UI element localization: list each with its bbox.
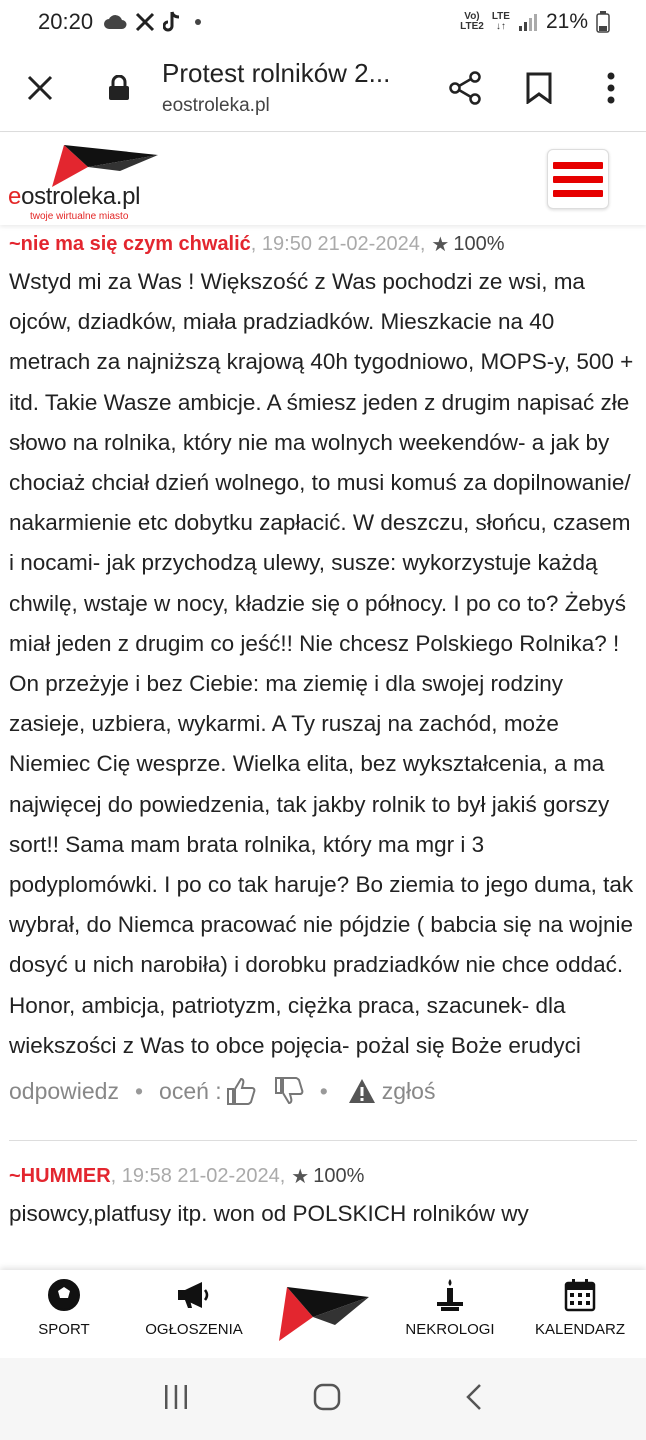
- brand-prefix: e: [8, 183, 22, 210]
- x-icon: [135, 12, 155, 32]
- comment-actions: [9, 1066, 637, 1116]
- candle-icon: [433, 1277, 467, 1313]
- status-right: [460, 10, 610, 34]
- site-logo[interactable]: [8, 139, 178, 222]
- battery-percent: 21%: [545, 10, 588, 33]
- thumbs-up-button[interactable]: [226, 1076, 256, 1106]
- menu-bar: [553, 162, 603, 169]
- lock-icon: [108, 75, 130, 101]
- comment-rating: 100%: [453, 232, 505, 255]
- system-navigation-bar: [0, 1358, 646, 1440]
- comment-meta: [9, 1159, 637, 1193]
- status-bar: [0, 0, 646, 44]
- tiktok-icon: [163, 11, 181, 33]
- status-time: 20:20: [38, 9, 94, 34]
- rate-label: oceń :: [159, 1077, 222, 1104]
- nav-home-logo[interactable]: [260, 1270, 386, 1358]
- comment-time: , 19:58 21-02-2024,: [110, 1164, 286, 1187]
- site-menu-button[interactable]: [547, 149, 609, 209]
- nav-label: SPORT: [38, 1321, 90, 1338]
- cloud-icon: [103, 14, 127, 30]
- logo-icon: [275, 1281, 371, 1347]
- more-notifications-dot: [195, 19, 201, 25]
- lte2-label: LTE2: [460, 21, 484, 32]
- site-header: [0, 133, 646, 225]
- url-area[interactable]: [162, 58, 428, 117]
- megaphone-icon: [176, 1280, 212, 1310]
- close-icon: [26, 74, 54, 102]
- brand-name: [8, 183, 140, 211]
- signal-icon: [518, 12, 538, 32]
- brand-rest: ostroleka.pl: [21, 183, 141, 210]
- menu-bar: [553, 190, 603, 197]
- notification-icons: [103, 11, 201, 33]
- lte-label: LTE: [491, 11, 510, 22]
- comment-time: , 19:50 21-02-2024,: [250, 232, 426, 255]
- home-icon: [313, 1383, 341, 1411]
- nav-kalendarz[interactable]: [514, 1270, 646, 1358]
- page-title: Protest rolników 2...: [162, 58, 391, 88]
- home-button[interactable]: [313, 1383, 341, 1416]
- nav-sport[interactable]: [0, 1270, 128, 1358]
- soccer-ball-icon: [47, 1278, 81, 1312]
- menu-bar: [553, 176, 603, 183]
- star-icon: ★: [291, 1165, 310, 1188]
- reply-link[interactable]: odpowiedz: [9, 1077, 119, 1104]
- comment-divider: [9, 1140, 637, 1141]
- recent-apps-icon: [162, 1383, 190, 1411]
- comment: [0, 226, 646, 1116]
- warning-icon: [348, 1078, 376, 1104]
- nav-label: OGŁOSZENIA: [145, 1321, 243, 1338]
- back-icon: [464, 1382, 484, 1412]
- comment-author[interactable]: ~HUMMER: [9, 1164, 111, 1187]
- report-label: zgłoś: [381, 1077, 436, 1104]
- back-button[interactable]: [464, 1382, 484, 1417]
- close-tab-button[interactable]: [0, 44, 80, 132]
- comment: [0, 1159, 646, 1234]
- share-button[interactable]: [428, 44, 502, 132]
- comment-rating: 100%: [313, 1164, 365, 1187]
- data-arrows-icon: ↓↑: [495, 21, 506, 32]
- page-url: eostroleka.pl: [162, 95, 270, 116]
- kebab-menu-icon: [607, 72, 615, 104]
- star-icon: ★: [431, 233, 450, 256]
- site-info-button[interactable]: [80, 44, 162, 132]
- action-separator: •: [319, 1077, 328, 1104]
- logo-arrow-icon: [50, 141, 160, 189]
- bottom-navigation: [0, 1270, 646, 1358]
- browser-toolbar: [0, 44, 646, 132]
- bookmark-icon: [526, 72, 552, 104]
- thumbs-down-button[interactable]: [274, 1076, 304, 1106]
- nav-ogloszenia[interactable]: [128, 1270, 260, 1358]
- nav-label: KALENDARZ: [534, 1321, 626, 1338]
- nav-label: NEKROLOGI: [405, 1321, 495, 1338]
- recent-apps-button[interactable]: [162, 1383, 190, 1416]
- bookmark-button[interactable]: [502, 44, 576, 132]
- thumbs-up-icon: [226, 1076, 256, 1106]
- calendar-icon: [564, 1278, 596, 1312]
- comment-text: pisowcy,platfusy itp. won od POLSKICH rolników wy: [9, 1201, 529, 1227]
- volte-indicator: [460, 12, 484, 32]
- comment-author[interactable]: ~nie ma się czym chwalić: [9, 232, 251, 255]
- thumbs-down-icon: [274, 1076, 304, 1106]
- comments-section: [0, 226, 646, 1270]
- comment-meta: [9, 227, 637, 261]
- share-icon: [448, 71, 482, 105]
- site-tagline: twoje wirtualne miasto: [30, 211, 129, 222]
- lte-indicator: [492, 12, 510, 32]
- battery-icon: [596, 11, 610, 33]
- action-separator: •: [134, 1077, 144, 1104]
- report-button[interactable]: [348, 1078, 436, 1105]
- volte-label: Vo): [464, 11, 480, 22]
- more-options-button[interactable]: [576, 44, 646, 132]
- comment-text: Wstyd mi za Was ! Większość z Was pochodzi ze wsi, ma ojców, dziadków, miała pradziadków. Mieszkacie na 40 metrach za najniższą krajową 40h tygodniowo, MOPS-y, 500 + itd. Takie Wasze ambicje. A śmiesz jeden z drugim napisać złe słowo na rolnika, który nie ma wolnych weekendów- a jak by chociaż chciał dzień wolnego, to musi komuś za dopilnowanie/ nakarmienie etc dobytku zapłacić. W deszczu, słońcu, czasem i nocami- jak przychodzą ulewy, susze: wykorzystuje każdą chwilę, wstaje w nocy, kładzie się o północy. I po co to? Żebyś miał jeden z drugim co jeść!! Nie chcesz Polskiego Rolnika? ! On przeżyje i bez Ciebie: ma ziemię i dla swojej rodziny zasieje, uzbiera, wykarmi. A Ty ruszaj na zachód, może Niemiec Cię wesprze. Wielka elita, bez wykształcenia, a ma najwięcej do powiedzenia, tak jakby rolnik to był jakiś gorszy sort!! Sama mam brata rolnika, który ma mgr i 3 podyplomówki. I po co tak haruje? Bo ziemia to jego duma, tak wybrał, do Niemca pracować nie pójdzie ( babcia się na wojnie dosyć u nich narobiła) i dorobku pradziadków nie chce oddać. Honor, ambicja, patriotyzm, ciężka praca, szacunek- dla wiekszości z Was to obce pojęcia- pożal się Boże erudyci: [9, 269, 634, 1058]
- nav-nekrologi[interactable]: [386, 1270, 514, 1358]
